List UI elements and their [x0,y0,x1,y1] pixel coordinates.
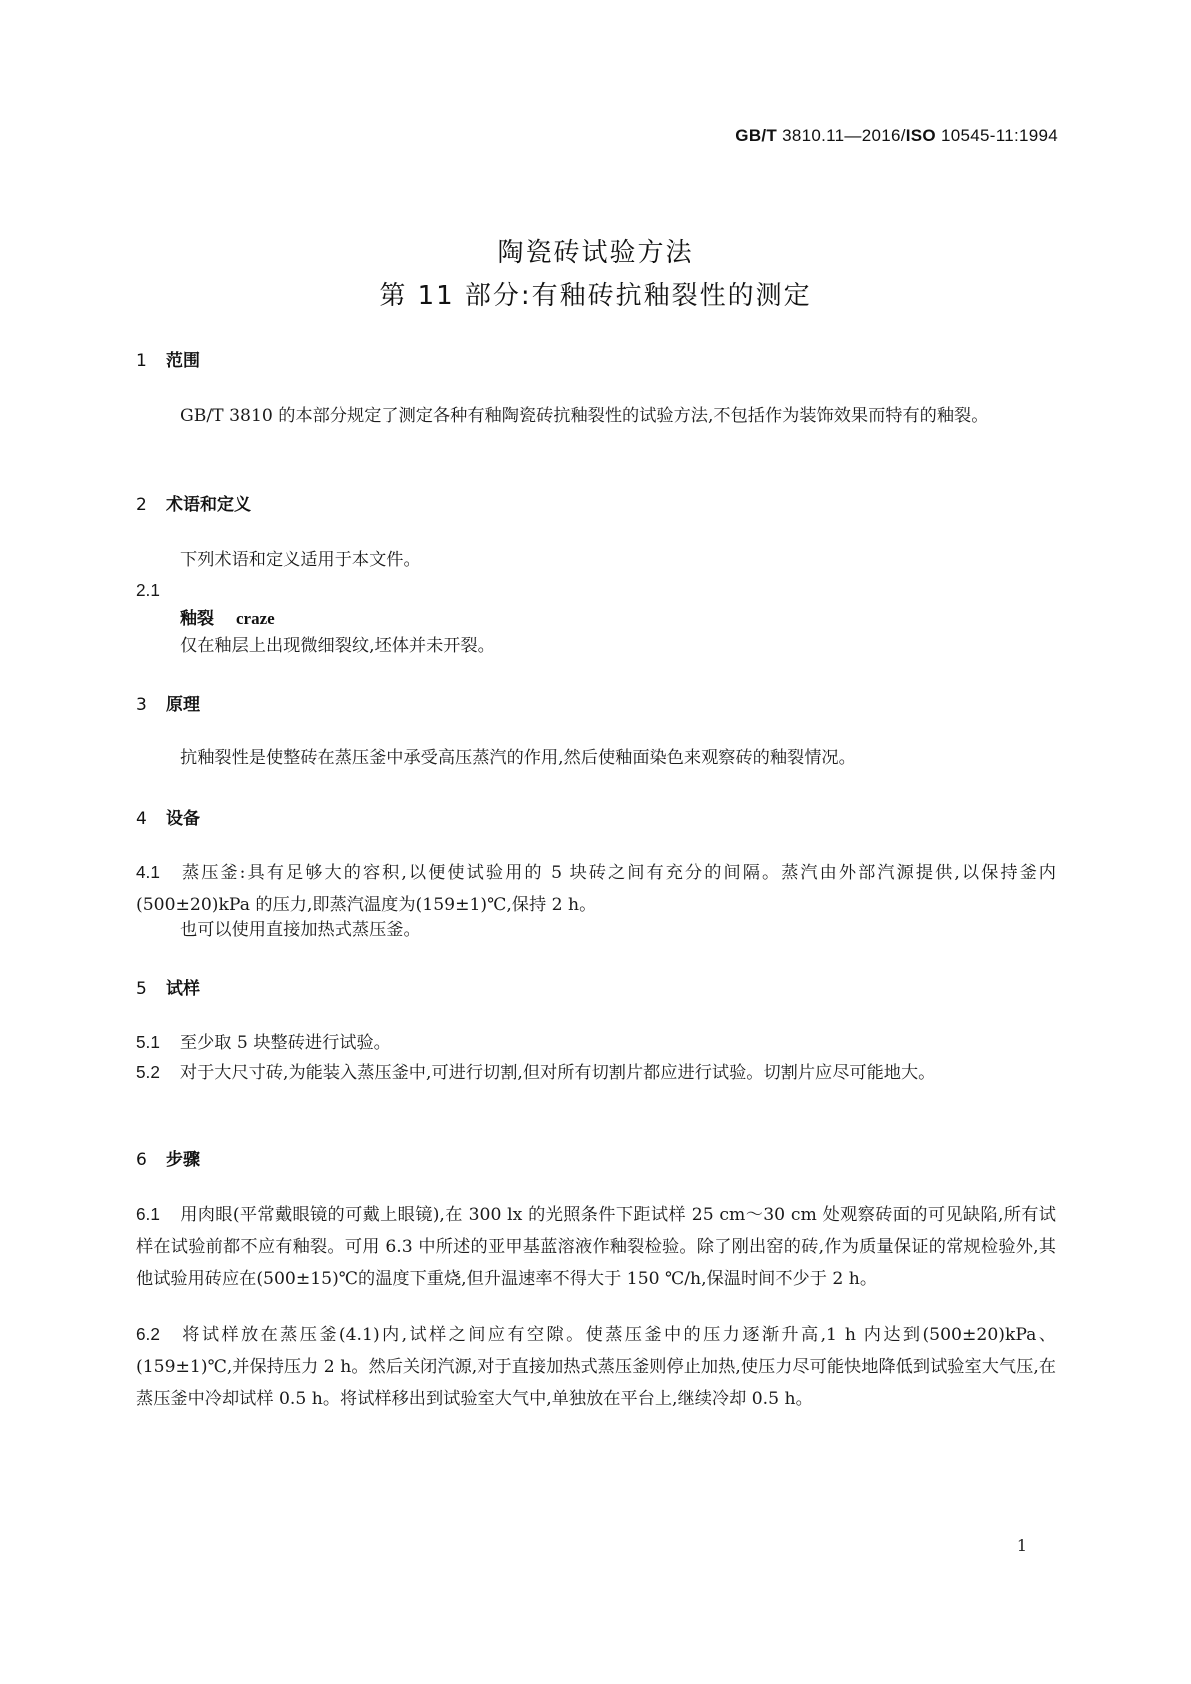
section-number: 1 [136,351,147,371]
clause-5-2 [136,1056,1056,1089]
section-heading-2 [136,490,251,515]
clause-text: 将试样放在蒸压釜(4.1)内,试样之间应有空隙。使蒸压釜中的压力逐渐升高,1 h 内达到(500±20)kPa、(159±1)℃,并保持压力 2 h。然后关闭汽源,对于直接加热式蒸压釜则停止加热,使压力尽可能快地降低到试验室大气压,在蒸压釜中冷却试样 0.5 h。将试样移出到试验室大气中,单独放在平台上,继续冷却 0.5 h。 [136,1325,1056,1409]
section-number: 3 [136,695,147,715]
clause-number: 6.1 [136,1204,160,1224]
clause-text: 蒸压釜:具有足够大的容积,以便使试验用的 5 块砖之间有充分的间隔。蒸汽由外部汽源提供,以保持釜内(500±20)kPa 的压力,即蒸汽温度为(159±1)℃,保持 2 h。 [136,863,1056,915]
clause-6-1 [136,1198,1056,1295]
section-1-paragraph: GB/T 3810 的本部分规定了测定各种有釉陶瓷砖抗釉裂性的试验方法,不包括作为装饰效果而特有的釉裂。 [180,406,989,426]
section-number: 2 [136,495,147,515]
section-heading-3 [136,690,200,715]
term-entry [180,604,275,629]
section-heading-1 [136,346,200,371]
clause-4-1-note: 也可以使用直接加热式蒸压釜。 [180,920,421,940]
section-title: 试样 [166,979,200,999]
section-heading-5 [136,974,200,999]
clause-text: 对于大尺寸砖,为能装入蒸压釜中,可进行切割,但对所有切割片都应进行试验。切割片应尽可能地大。 [179,1063,936,1083]
standard-code [735,126,1058,146]
clause-5-1 [136,1026,1056,1059]
clause-text: 至少取 5 块整砖进行试验。 [179,1033,391,1053]
section-number: 6 [136,1150,147,1170]
section-2-intro: 下列术语和定义适用于本文件。 [180,550,421,570]
section-number: 5 [136,979,147,999]
clause-6-2 [136,1318,1056,1415]
section-title: 术语和定义 [166,495,251,515]
document-title-line2: 第 11 部分:有釉砖抗釉裂性的测定 [379,281,812,311]
clause-4-1 [136,856,1056,921]
document-title-line1: 陶瓷砖试验方法 [497,238,694,268]
term-english: craze [236,609,275,628]
section-3-paragraph: 抗釉裂性是使整砖在蒸压釜中承受高压蒸汽的作用,然后使釉面染色来观察砖的釉裂情况。 [180,748,856,768]
clause-number: 5.2 [136,1062,160,1082]
section-title: 原理 [166,695,200,715]
clause-number: 4.1 [136,862,160,882]
clause-number: 6.2 [136,1324,160,1344]
section-title: 步骤 [166,1150,200,1170]
section-number: 4 [136,809,147,829]
code-iso: ISO [905,126,936,145]
code-end: 10545-11:1994 [935,126,1058,145]
section-heading-4 [136,804,200,829]
term-definition: 仅在釉层上出现微细裂纹,坯体并未开裂。 [180,636,495,656]
code-gbt: GB/T [735,126,778,145]
section-title: 设备 [166,809,200,829]
code-mid: 3810.11—2016/ [777,126,906,145]
section-title: 范围 [166,351,200,371]
section-heading-6 [136,1145,200,1170]
clause-number: 5.1 [136,1032,160,1052]
clause-text: 用肉眼(平常戴眼镜的可戴上眼镜),在 300 lx 的光照条件下距试样 25 cm～30 cm 处观察砖面的可见缺陷,所有试样在试验前都不应有釉裂。可用 6.3 中所述的亚甲基蓝溶液作釉裂检验。除了刚出窑的砖,作为质量保证的常规检验外,其他试验用砖应在(500±15)℃的温度下重烧,但升温速率不得大于 150 ℃/h,保温时间不少于 2 h。 [136,1205,1056,1289]
clause-2-1-number: 2.1 [136,580,160,600]
term-chinese: 釉裂 [180,609,214,629]
page-number: 1 [1016,1536,1027,1555]
